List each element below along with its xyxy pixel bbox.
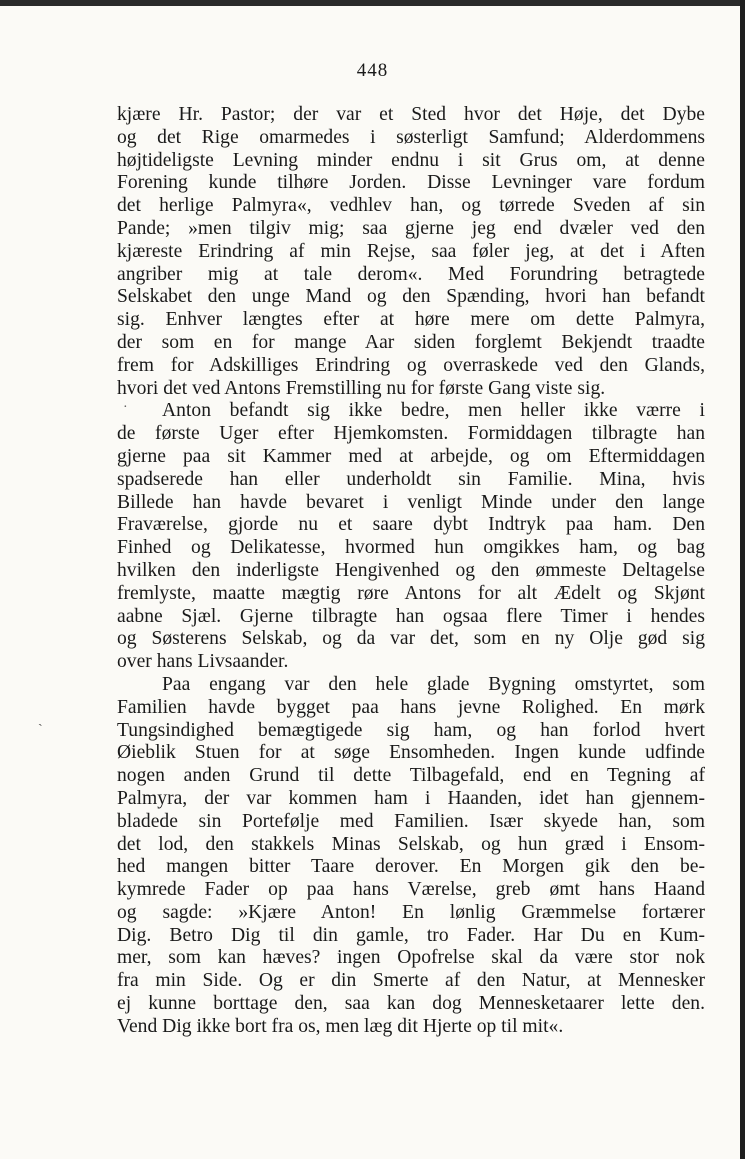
- paragraph: [117, 674, 705, 1039]
- text-line: Billede han havde bevaret i venligt Minde under den lange: [117, 491, 705, 513]
- text-line: kjæreste Erindring af min Rejse, saa føler jeg, at det i Aften: [117, 240, 705, 262]
- text-line: Tungsindighed bemægtigede sig ham, og han forlod hvert: [117, 719, 705, 741]
- text-line: sig. Enhver længtes efter at høre mere om dette Palmyra,: [117, 309, 705, 331]
- text-line: angriber mig at tale derom«. Med Forundring betragtede: [117, 263, 705, 285]
- text-line: mer, som kan hæves? ingen Opofrelse skal da være stor nok: [117, 947, 705, 969]
- text-line: og det Rige omarmedes i søsterligt Samfund; Alderdommens: [117, 126, 705, 148]
- text-line: aabne Sjæl. Gjerne tilbragte han ogsaa flere Timer i hendes: [117, 605, 705, 627]
- body-text: [117, 104, 705, 1039]
- text-line: Øieblik Stuen for at søge Ensomheden. Ingen kunde udfinde: [117, 742, 705, 764]
- text-line: og Søsterens Selskab, og da var det, som en ny Olje gød sig: [117, 628, 705, 650]
- paragraph: [117, 400, 705, 674]
- text-line: hed mangen bitter Taare derover. En Morgen gik den be-: [117, 856, 705, 878]
- text-line: spadserede han eller underholdt sin Familie. Mina, hvis: [117, 468, 705, 490]
- text-line: og sagde: »Kjære Anton! En lønlig Græmmelse fortærer: [117, 901, 705, 923]
- text-line: de første Uger efter Hjemkomsten. Formiddagen tilbragte han: [117, 423, 705, 445]
- margin-tick: ˎ: [38, 712, 43, 727]
- text-line: kymrede Fader op paa hans Værelse, greb ømt hans Haand: [117, 879, 705, 901]
- text-line: over hans Livsaander.: [117, 651, 289, 673]
- text-line: Vend Dig ikke bort fra os, men læg dit Hjerte op til mit«.: [117, 1015, 564, 1037]
- text-line: det lod, den stakkels Minas Selskab, og hun græd i Ensom-: [117, 833, 705, 855]
- text-line: ej kunne borttage den, saa kan dog Mennesketaarer lette den.: [117, 993, 705, 1015]
- text-line: Finhed og Delikatesse, hvormed hun omgikkes ham, og bag: [117, 537, 705, 559]
- text-line: Dig. Betro Dig til din gamle, tro Fader. Har Du en Kum-: [117, 924, 705, 946]
- text-line: der som en for mange Aar siden forglemt Bekjendt traadte: [117, 331, 705, 353]
- text-line: hvilken den inderligste Hengivenhed og den ømmeste Deltagelse: [117, 559, 705, 581]
- text-line: Familien havde bygget paa hans jevne Rolighed. En mørk: [117, 696, 705, 718]
- text-line: fremlyste, maatte mægtig røre Antons for alt Ædelt og Skjønt: [117, 582, 705, 604]
- scan-edge-top: [0, 0, 745, 6]
- text-line: Palmyra, der var kommen ham i Haanden, idet han gjennem-: [117, 787, 705, 809]
- text-line: Fraværelse, gjorde nu et saare dybt Indtryk paa ham. Den: [117, 514, 705, 536]
- text-line: Anton befandt sig ikke bedre, men heller ikke værre i: [162, 400, 705, 422]
- text-line: fra min Side. Og er din Smerte af den Natur, at Mennesker: [117, 970, 705, 992]
- text-line: Selskabet den unge Mand og den Spænding, hvori han befandt: [117, 286, 705, 308]
- text-line: nogen anden Grund til dette Tilbagefald, end en Tegning af: [117, 765, 705, 787]
- text-line: hvori det ved Antons Fremstilling nu for første Gang viste sig.: [117, 377, 606, 399]
- text-line: Pande; »men tilgiv mig; saa gjerne jeg end dvæler ved den: [117, 217, 705, 239]
- scan-edge-right: [740, 0, 745, 1159]
- margin-dot: ·: [123, 400, 128, 415]
- text-line: højtideligste Levning minder endnu i sit Grus om, at denne: [117, 149, 705, 171]
- page-number: 448: [356, 60, 389, 81]
- text-line: frem for Adskilliges Erindring og overraskede ved den Glands,: [117, 354, 705, 376]
- text-line: gjerne paa sit Kammer med at arbejde, og om Eftermiddagen: [117, 445, 705, 467]
- text-line: kjære Hr. Pastor; der var et Sted hvor det Høje, det Dybe: [117, 104, 705, 125]
- text-line: Forening kunde tilhøre Jorden. Disse Levninger vare fordum: [117, 172, 705, 194]
- text-line: bladede sin Portefølje med Familien. Især skyede han, som: [117, 810, 705, 832]
- text-line: det herlige Palmyra«, vedhlev han, og tørrede Sveden af sin: [117, 195, 705, 217]
- text-line: Paa engang var den hele glade Bygning omstyrtet, som: [162, 673, 705, 695]
- paragraph: [117, 104, 705, 400]
